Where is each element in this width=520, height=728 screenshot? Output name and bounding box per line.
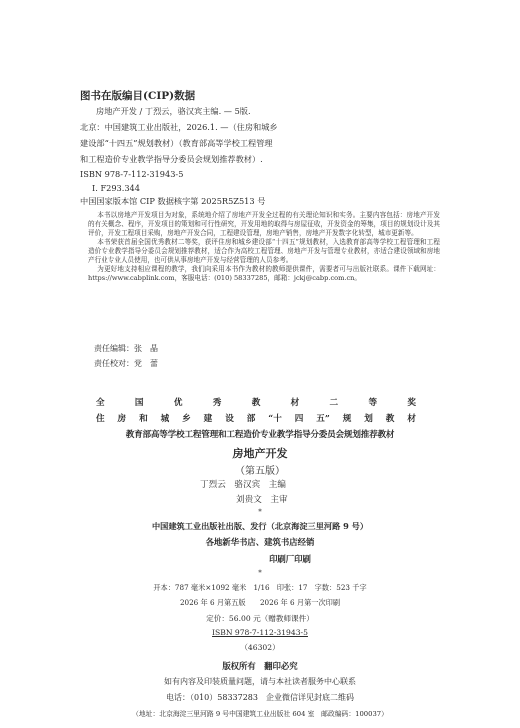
copyright-contact: 如有内容及印装质量问题，请与本社读者服务中心联系 [164, 677, 356, 686]
responsible-editor: 责任编辑：张 晶 [94, 344, 158, 353]
separator-star: * [258, 569, 262, 577]
book-summary [88, 211, 440, 283]
cip-record-number: 中国国家版本馆 CIP 数据核字第 2025R5Z513 号 [80, 196, 266, 206]
copyright-address: （地址：北京海淀三里河路 9 号中国建筑工业出版社 604 室 邮政编码：100037） [132, 710, 388, 718]
book-title: 房地产开发 [232, 447, 288, 460]
copyright-phone: 电话：（010）58337283 企业微信详见封底二维码 [166, 693, 354, 702]
cip-title: 图书在版编目(CIP)数据 [80, 90, 196, 102]
summary-paragraph: 本书以房地产开发项目为对象，系统地介绍了房地产开发全过程的有关理论知识和实务。主要内容包括：房地产开发的有关概念、程序，开发项目的策划和可行性研究，开发用地的取得与房屋征收，开发资金的筹集，项目的规划设计及其评价，开发工程项目采购，房地产开发合同，工程建设管理，房地产销售，房地产开发数字化转型，城市更新等。 [88, 211, 440, 237]
isbn: ISBN 978-7-112-31943-5 [212, 628, 308, 637]
copyright-title: 版权所有 翻印必究 [222, 661, 298, 671]
cip-line-2: 北京：中国建筑工业出版社，2026.1. —（住房和城乡 [80, 122, 278, 132]
cip-isbn: ISBN 978-7-112-31943-5 [80, 169, 184, 179]
price: 定价：56.00 元（赠教师课件） [206, 614, 314, 623]
summary-paragraph: 为更好地支持相应课程的教学，我们向采用本书作为教材的教师提供课件，需要者可与出版社联系。课件下载网址：https://www.cabplink.com，客服电话：(010) 58337285，邮箱：jckj@cabp.com.cn。 [88, 265, 440, 282]
responsible-proofreader: 责任校对：党 蕾 [94, 359, 158, 368]
cip-line-3: 建设部“十四五”规划教材）（教育部高等学校工程管理 [80, 138, 273, 148]
publisher-line: 中国建筑工业出版社出版、发行（北京海淀三里河路 9 号） [151, 521, 369, 531]
printer-line: 印刷厂印刷 [269, 554, 311, 564]
separator-star: * [258, 508, 262, 516]
series-line-moe: 教育部高等学校工程管理和工程造价专业教学指导分委员会规划推荐教材 [125, 430, 395, 440]
format-line: 开本：787 毫米×1092 毫米 1/16 印张：17 字数：523 千字 [153, 583, 367, 592]
reviewer: 刘贵文 主审 [236, 495, 288, 505]
edition-dates: 2026 年 6 月第五版 2026 年 6 月第一次印刷 [179, 598, 341, 607]
print-code: （46302） [240, 643, 280, 652]
summary-paragraph: 本书荣获首届全国优秀教材二等奖，获评住房和城乡建设部“十四五”规划教材，入选教育部高等学校工程管理和工程造价专业教学指导分委员会规划推荐教材，适合作为高校工程管理、房地产开发与管理专业教材，亦适合建设领域和房地产行业专业人员使用，也可供从事房地产开发与经营管理的人员参考。 [88, 238, 440, 264]
cip-line-4: 和工程造价专业教学指导分委员会规划推荐教材）. [80, 154, 263, 164]
cip-classification: Ⅰ. F293.344 [92, 183, 140, 193]
edition: （第五版） [235, 466, 285, 477]
distribution-line: 各地新华书店、建筑书店经销 [205, 537, 315, 547]
series-line: 住 房 和 城 乡 建 设 部 “十 四 五” 规 划 教 材 [96, 414, 416, 424]
authors: 丁烈云 骆汉宾 主编 [200, 480, 286, 490]
award-line: 全 国 优 秀 教 材 二 等 奖 [96, 398, 416, 408]
cip-line-1: 房地产开发 / 丁烈云，骆汉宾主编. — 5版. [96, 106, 251, 116]
